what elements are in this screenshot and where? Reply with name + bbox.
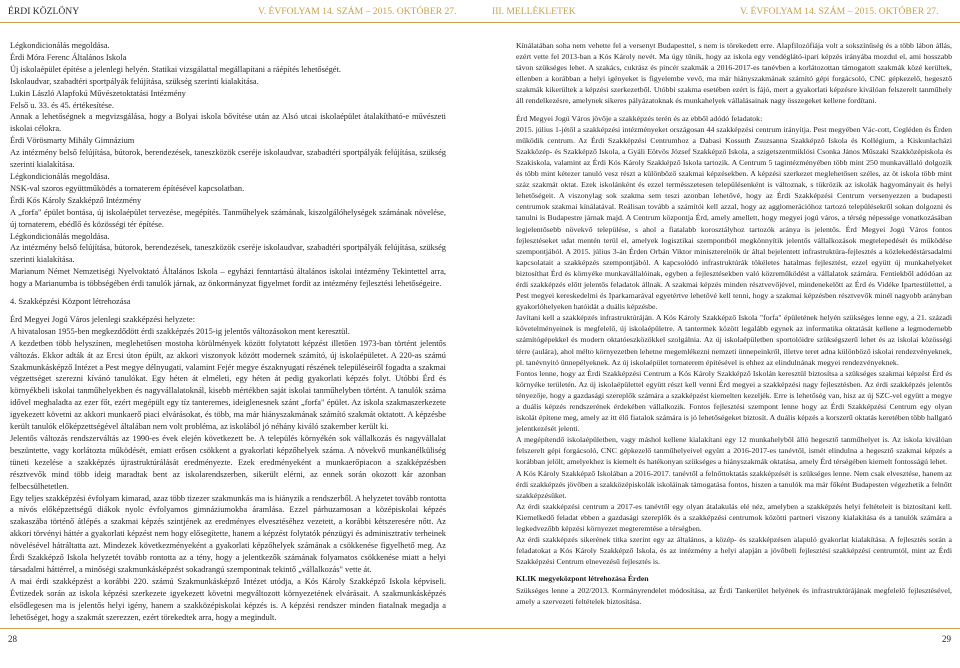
paragraph: Javítani kell a szakképzés infrastruktúráján. A Kós Károly Szakképző Iskola "forfa" épületének helyén szükséges lenne egy, a 21. századi követelményeinek is megfelelő, új iskolaépületre. A tantermek között legalább egynek az informatika oktatását kellene a legmodernebb számítógépekkel és modern oktatóeszközökkel szolgálnia. Az új iskolaépületben sportolóidre szükségszerű lehet és az iskolai közösségi térre (aulára), ahol mélto környezetben lehetne megemlékezni nemzeti ünnepeinkről, illetve teret adna különböző iskolai rendezvényeknek, pl. tanévnyitó ünnepélyeknek. Az új iskolaépület tornaterem építésével is ehhez az elindulnának megyei rendezvényeknek. — [516, 313, 952, 367]
paragraph: Az intézmény belső felújítása, bútorok, berendezések, taneszközök cseréje iskolaudvar, szabadtéri sportpályák felújítása, szükség szerinti kialakítása. — [10, 243, 446, 265]
paragraph: NSK-val szoros együttműködés a tornaterem építésével kapcsolatban. — [10, 183, 245, 193]
footer-rule-left — [0, 628, 480, 629]
paragraph: Kínálatában soha nem vehette fel a versenyt Budapesttel, s nem is törekedett erre. Alapfilozófiája volt a sokszínűség és a több lábon állás, ezért vette fel 2013-ban a Kós Károly nevét. Ma úgy tűnik, hogy az iskola egy vendéglátó-ipari képzés irányába mozdul el, ami hosszabb távon szükséges lehet. A szakács, cukrász és pincér szakmák a 2016-2017-es tanévben a korlátozottan támogatott szakmák közé kerültek, ellenben a korábban a helyi igényeket is figyelembe vevő, ma már hiányszakmának számító gépi forgácsoló, CNC gépkezelő, hegesztő szakmák kikerültek a képzési szerkezetből. Utóbbi szakma esetében ezért is fájó, mert a gyakorlati képzésre kiválóan felszerelt tanműhely áll rendelkezésre, amelynek sikeres pályázatoknak és munkahelyek vállalásainak nagy összegeket kellene fordítani. — [516, 41, 952, 106]
header-rule — [0, 22, 960, 23]
paragraph: Légkondicionálás megoldása. — [10, 231, 110, 241]
paragraph: A Kós Károly Szakképző Iskolában a 2016-2017. tanévtől a felnőttoktatás szakképzését is szükséges lenne. Nem csak elvesztése, hanem az érdi szakképzés jövőben a szakközépiskolák iskoláinak támogatása fontos, hiszen a tanulók ma már főként Budapesten végezhetik a felnőtt szakképzésüket. — [516, 468, 952, 500]
issue-info-right: V. ÉVFOLYAM 14. SZÁM – 2015. OKTÓBER 27. — [740, 6, 939, 17]
paragraph: Új iskolaépület építése a jelenlegi helyén. Statikai vizsgálattal megállapítani a ráépítés lehetőségét. — [10, 64, 341, 74]
page-number-right: 29 — [942, 634, 951, 644]
paragraph: A „forfa" épület bontása, új iskolaépület tervezése, megépítés. Tanműhelyek számának, kiszolgálóhelységek számának növelése, új tornaterem, ebédlő és közösségi tér építése. — [10, 207, 446, 229]
paragraph: Iskolaudvar, szabadtéri sportpályák felújítása, szükség szerinti kialakítása. — [10, 76, 259, 86]
paragraph: 2015. július 1-jétől a szakképzési intézményeket országosan 44 szakképzési centrum irányítja. Pest megyében Vác-cott, Cegléden és Érden működik centrum. Az Érdi Szakképzési Centrumhoz a Dabasi Kossuth Zsuzsanna Szakképző Iskola és Kollégium, a Kiskunlacházi Szakközép- és Szakképző Iskola, a Gyáli Eötvös József Szakképző Iskola, a szigetszentmiklósi Csonka János Műszaki Szakközépiskola és Szakiskola, valamint az Érdi Kós Károly Szakképző Iskola tartozik. A Centrum 5 tagintézményében több mint 250 munkavállaló dolgozik és több mint kétezer tanuló vesz részt a különböző szakmai képzésekben. A képzési szerkezet meglehetősen széles, az öt iskola több mint száz szakmát oktat. Ezek iskolánként és ezzel termésszetesen településenként is változnak, s tükrözik az iskolák hagyományait és helyi lehetőségeit. A viszonylag sok szakma sem teszi azonban lehetővé, hogy az Érdi Szakképzési Centrum versenyezzen a budapesti centrumok szakmai kínálatával. Reálisan tovább a számítói kell azzal, hogy az agglomerációhoz tartozó településekről sokan dolgozni és tanulni is Budapestre járnak majd. A Centrum központja Érd, amely amellett, hogy megyei jogú város, a térség népessége vonatkozásában legjelentősebb növekvő települése, s ahol a fiatalabb korosztályhoz tartozók aránya is jelentős. Érd Megyei Jogú Város fontos fejlesztéseket udat mentén terül el, amelyek logisztikai szempontból megkönnyítik jelentős vállalkozások megtelepedését és működése szempontjából. A 2015. július 3-án Érden Orbán Viktor miniszterelnök úr által bejelentett infrastruktúra-fejlesztés a közlekedéstársadalmi kapcsolatait a szakképzés szempontjából. A kapcsolódó infrastruktúrák tökéletes hatalmas fejlesztést, ezzel együtt új munkahelyeket biztosíthat Érd és környéke munkavállalóinak, egyben a fejlesztésekben való közreműködést a vállalatok számára. Fentiekből adódóan az érdi szakképzés előtt jelentős feladatok állnak. A szakmai képzés minden résztvevőjével, mindenekelőtt az Érd és Vidéke Ipartestülettel, a Pest megyei kereskedelmi és Iparkamarával egyetértve lehetővé kell tenni, hogy a szakmai képzésben résztvevők minél nagyobb arányban gyakorlóhelyeken hatóidát a duális képzésbe. — [516, 124, 952, 312]
paragraph: Lukin László Alapfokú Művészetoktatási Intézmény — [10, 88, 186, 98]
paragraph: Az érdi szakképzési centrum a 2017-es tanévtől egy olyan átalakulás elé néz, amelyben a szakképzés helyi feltételeit is biztosítani kell. Kiemelkedő feladat ebben a gazdasági szereplők és a szakképzési centrumok közötti partneri viszony kialakítása és a tanulók számára a legkedvezőbb képzési környezet megteremtése a térségben. — [516, 501, 952, 534]
footer-rule-right — [480, 628, 960, 629]
right-column — [516, 40, 952, 607]
header-left — [0, 0, 480, 24]
header-right — [480, 0, 960, 24]
paragraph: A megépítendő iskolaépületben, vagy máshol kellene kialakítani egy 12 munkahelyből álló hegesztő tanműhelyet is. Az iskola kiválóan felszerelt gépi forgácsoló, CNC gépkezelő tanműhelyeivel együtt a 2016-2017-es tanévtől, ismét elindulna a hegesztő szakmai képzés a korábban jelölt, amelyekhez is kiemelt és hatékonyan szükséges a hiányszakmák oktatása, amely Érd térségében kiemelt fontosságú lehet. — [516, 435, 952, 467]
paragraph: Felső u. 33. és 45. értékesítése. — [10, 100, 114, 110]
paragraph: A hivatalosan 1955-ben megkezdődött érdi szakképzés 2015-ig jelentős változásokon ment keresztül. — [10, 326, 350, 336]
paragraph: 4. Szakképzési Központ létrehozása — [10, 297, 131, 307]
paragraph: A mai érdi szakképzést a korábbi 220. számú Szakmunkásképző Intézet utódja, a Kós Károly Szakképző Iskola képviseli. Évtizedek során az iskola képzési szerkezete igyekezett követni megváltozott környezetének elvárásait. A szakmunkásképzés elsődlegesen ma is jelentős helyi igény, hanem a szakközépiskolai képzés is. A képzési rendszer minden fiatalnak megadja a lehetőséget, hogy a szakmát szerezzen, ezért törekedtek arra, hogy a megindult. — [10, 576, 446, 622]
paragraph: Az érdi szakképzés sikerének titka szerint egy az általános, a közép- és szakképzésen alapuló gyakorlat kialakítása. A fejlesztés során a feladatokat a Kós Károly Szakképző Iskola, és az intézmény a helyi alapján a jövőbeli fejlesztési szakképzési centrumtól, mint az Érdi Szakképzési Centrum elnevezésű fejlesztés is. — [516, 535, 952, 567]
left-column — [10, 40, 446, 624]
paragraph: Annak a lehetőségnek a megvizsgálása, hogy a Bolyai iskola bővítése után az Alsó utcai iskolaépület átalakítható-e művészeti iskolai célokra. — [10, 112, 446, 134]
paragraph: Fontos lenne, hogy az Érdi Szakképzési Centrum a Kós Károly Szakképző Iskolán keresztül biztosítsa a szükséges szakmai képzést Érd és környéke területén. Az új iskolaépülettel együtt részt kell venni Érd megyei a szakképzési nagy fejlesztésben. Az érdi szakképzés jelentős tényezője, hogy a gazdasági szereplők számára a szakképzést kiemelten kezeljék. Erre is lehetőség van, hisz az új SZC-vel együtt a megye a duális képzés rendszerének érdekében vállalkozik. Fontos fejlesztési szempont lenne hogy az Érdi Szakképzési Centrum egy olyan iskolát építene meg, amely az itt élő fiatalok számára is jó lehetőségeket biztosít. A duális képzés a korszerű oktatás keretében több hallgató jelentkezését jelenti. — [516, 368, 952, 434]
paragraph: Érdi Vörösmarty Mihály Gimnázium — [10, 136, 135, 146]
paragraph: Légkondicionálás megoldása. — [10, 171, 110, 181]
paragraph: Szükséges lenne a 202/2013. Kormányrendelet módosítása, az Érdi Tankerület helyének és infrastruktúrájának megfelelő fejlesztésével, amely a szervezeti feltételek biztosítása. — [516, 585, 952, 606]
paragraph: Jelentős változás rendszerváltás az 1990-es évek elején következett be. A település környékén sok vállalkozás és nagyvállalat beszüntette, vagy korlátozta működését, emiatt erősen csökkent a gyakorlati képzőhelyek száma. A növekvő munkanélküliség tüneti kezelése a szakképzés újrastruktúrálását eredményezte. Ezek eredményeként a munkaerőpiacon a szakképzésben résztvevők mind több ideig maradtak bent az iskolarendszerben, sikerült elérni, az ennek során okozott kár azonban felbecsülhetetlen. — [10, 434, 446, 491]
paragraph: Az intézmény belső felújítása, bútorok, berendezések, taneszközök cseréje iskolaudvar, szabadtéri sportpályák felújítása, szükség szerinti kialakítása. — [10, 148, 446, 170]
paragraph: Érdi Kós Károly Szakképző Intézmény — [10, 195, 142, 205]
paragraph: Érdi Móra Ferenc Általános Iskola — [10, 52, 127, 62]
paragraph: Érd Megyei Jogú Város jövője a szakképzés terén és az ebből adódó feladatok: — [516, 113, 763, 123]
paragraph: Légkondicionálás megoldása. — [10, 41, 110, 50]
paragraph: Marianum Német Nemzetiségi Nyelvoktató Általános Iskola – egyházi fenntartású általános iskolai intézmény Tekintettel arra, hogy a Marianumba is többségében érdi tanulók járnak, az önkormányzat figyelmet fordít az intézmény fejlesztési lehetőségeire. — [10, 267, 446, 289]
paragraph: A kezdetben több helyszínen, meglehetősen mostoha körülmények között folytatott képzést illetően 1973-ban történt jelentős változás. Ekkor adták át az Ercsi úton épült, az akkori viszonyok között modernek számító, új iskolaépületet. A 220-as számú Szakmunkásképző Intézet a Pest megye délnyugati, valamint Fejér megye északnyugati részének településeiről fogadta a szakmai végzettséget szerezni kívánó tanulókat. Egy héten át elméleti, egy héten át pedig gyakorlati képzés folyt. Utóbbi Érd és környékbeli iskolai tanműhelyekben és nagyvállalatoknál, kisebb mértékben saját iskolai tanműhelyben történt. A tanulók száma idővel meghaladta az ezer főt, ezért megépült egy tíz tanteremes, ideiglenesnek szánt „forfa" épület. Az iskola szakmaszerkezete igyekezett követni az akkori munkaerő piaci elvárásokat, és több, ma már hiányszakmának számító szakmát oktatott. A képzésbe került tanulók előképzettségével általában nem volt probléma, az iskolából jó néhány kiváló szakember került ki. — [10, 338, 446, 432]
section-title: III. MELLÉKLETEK — [492, 6, 576, 17]
publication-title: ÉRDI KÖZLÖNY — [8, 6, 80, 17]
page-number-left: 28 — [8, 634, 17, 644]
paragraph: Érd Megyei Jogú Város jelenlegi szakképzési helyzete: — [10, 314, 195, 324]
issue-info-left: V. ÉVFOLYAM 14. SZÁM – 2015. OKTÓBER 27. — [258, 6, 457, 17]
paragraph: KLIK megyeközpont létrehozása Érden — [516, 574, 649, 584]
paragraph: Egy teljes szakképzési évfolyam kimarad, azaz több tizezer szakmunkás ma is hiányzik a rendszerből. A helyzetet tovább rontotta a nívós előképzettségű diákok nyolc évfolyamos gimnáziumokba áramlása. Ezzel párhuzamosan a középiskolai képzés szakaszába történő átlépés a szakmai képzés szintjének az eredményes elvesztéséhez vezetett, a korábbi kétszeresére nőtt. Az akkori törvényi háttér a gyakorlati képzést nem hogy elősegítette, hanem a képzést folytatók pénzügyi és adminisztratív terheinek növelésével hátráltatta azt. Mindezek következményeként a gyakorlati képzőhelyek számának a csökkenése figyelhető meg. Az Érdi Szakképző Iskola helyzetét tovább rontotta az a tény, hogy a jelentkezők számának folyamatos csökkenése miatt a helyi társadalmi háttérrel, a minőségi szakmunkásképzést sokadrangú szempontnak tekintő „vállalkozás" vette át. — [10, 493, 446, 574]
